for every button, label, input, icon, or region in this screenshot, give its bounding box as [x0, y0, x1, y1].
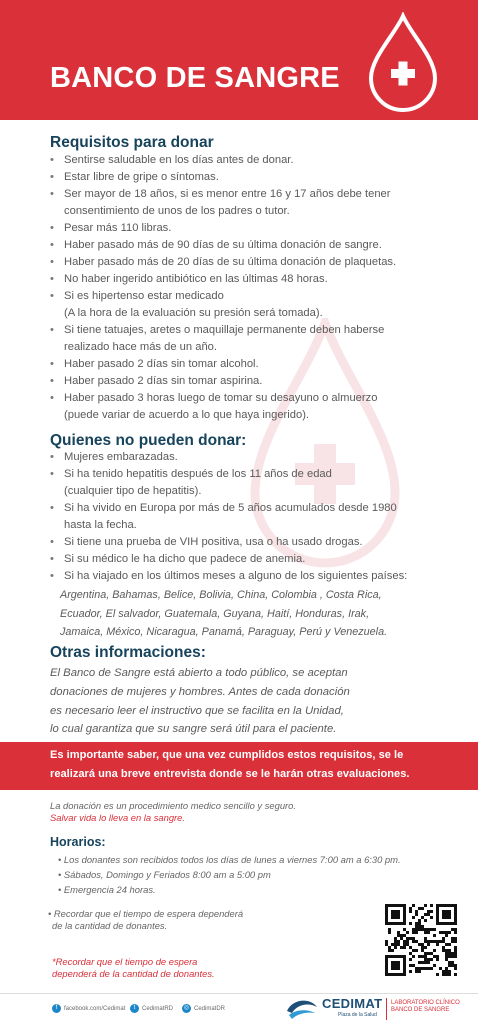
twitter-link[interactable]: [130, 1004, 173, 1013]
instagram-link[interactable]: [182, 1004, 225, 1013]
slogan: Salvar vida lo lleva en la sangre.: [50, 812, 185, 823]
notice-line: realizará una breve entrevista donde se le harán otras evaluaciones.: [50, 767, 410, 780]
brand-lab-label: [391, 1000, 460, 1014]
requisitos-list: [50, 152, 460, 424]
requisitos-item: [50, 186, 460, 220]
otras-line: donaciones de mujeres y hombres. Antes de cada donación: [50, 685, 350, 698]
requisitos-item: [50, 254, 460, 271]
requisitos-item-line: • Haber pasado 2 días sin tomar alcohol.: [64, 358, 259, 370]
requisitos-item: [50, 169, 460, 186]
brand-separator: [386, 998, 387, 1020]
reminder-line-2: de la cantidad de donantes.: [52, 920, 168, 931]
no-pueden-item-line: • Si su médico le ha dicho que padece de anemia.: [64, 553, 306, 565]
otras-paragraph: [50, 664, 450, 739]
notice-line: Es importante saber, que una vez cumplidos estos requisitos, se le: [50, 749, 404, 761]
horario-item: • Sábados, Domingo y Feriados 8:00 am a 5:00 pm: [58, 867, 401, 882]
requisitos-item: [50, 356, 460, 373]
horarios-heading: Horarios:: [50, 835, 106, 849]
horario-item: • Los donantes son recibidos todos los días de lunes a viernes 7:00 am a 6:30 pm.: [58, 852, 401, 867]
requisitos-item-line: • Si es hipertenso estar medicado: [64, 290, 224, 302]
requisitos-item-line: (A la hora de la evaluación su presión será tomada).: [64, 307, 323, 319]
requisitos-item: [50, 220, 460, 237]
requisitos-item: [50, 390, 460, 424]
brand-name: CEDIMAT: [322, 996, 383, 1011]
horarios-list: [58, 852, 401, 897]
country-line: Argentina, Bahamas, Belice, Bolivia, China, Colombia , Costa Rica,: [60, 589, 382, 601]
requisitos-heading: Requisitos para donar: [50, 134, 214, 151]
requisitos-item-line: • Pesar más 110 libras.: [64, 222, 172, 234]
requisitos-item-line: (puede variar de acuerdo a lo que haya ingerido).: [64, 409, 310, 421]
requisitos-item: [50, 237, 460, 254]
requisitos-item-line: • Haber pasado 2 días sin tomar aspirina.: [64, 375, 263, 387]
footer-divider: [0, 993, 478, 994]
otras-heading: Otras informaciones:: [50, 644, 206, 661]
twitter-icon: t: [130, 1004, 139, 1013]
no-pueden-item: [50, 466, 470, 500]
requisitos-item-line: • Haber pasado más de 20 días de su última donación de plaquetas.: [64, 256, 397, 268]
page-title: BANCO DE SANGRE: [50, 62, 340, 94]
otras-line: El Banco de Sangre está abierto a todo público, se aceptan: [50, 667, 348, 679]
requisitos-item-line: • Haber pasado más de 90 días de su última donación de sangre.: [64, 239, 382, 251]
facebook-icon: f: [52, 1004, 61, 1013]
lab-line-2: BANCO DE SANGRE: [391, 1007, 450, 1013]
reminder-red-line-2: dependerá de la cantidad de donantes.: [52, 968, 215, 979]
qr-code[interactable]: [385, 904, 457, 976]
facebook-label: facebook.com/Cedimat: [64, 1005, 126, 1012]
requisitos-item-line: • No haber ingerido antibiótico en las últimas 48 horas.: [64, 273, 328, 285]
requisitos-item: [50, 322, 460, 356]
requisitos-item-line: • Haber pasado 3 horas luego de tomar su desayuno o almuerzo: [64, 392, 378, 404]
facebook-link[interactable]: [52, 1004, 125, 1013]
no-pueden-item: [50, 534, 470, 551]
instagram-label: CedimatDR: [194, 1005, 226, 1012]
cedimat-logo-icon: [284, 995, 320, 1021]
no-pueden-heading: Quienes no pueden donar:: [50, 432, 247, 449]
no-pueden-item-line: • Si tiene una prueba de VIH positiva, usa o ha usado drogas.: [64, 536, 363, 548]
horario-item: • Emergencia 24 horas.: [58, 882, 401, 897]
countries-list: [60, 586, 470, 642]
lab-line-1: LABORATORIO CLÍNICO: [391, 1000, 460, 1006]
no-pueden-item: [50, 500, 470, 534]
reminder-line-1: • Recordar que el tiempo de espera dependerá: [48, 908, 244, 919]
requisitos-item-line: • Estar libre de gripe o síntomas.: [64, 171, 219, 183]
requisitos-item: [50, 152, 460, 169]
no-pueden-list: [50, 449, 470, 585]
requisitos-item-line: • Sentirse saludable en los días antes de donar.: [64, 154, 294, 166]
country-line: Jamaica, México, Nicaragua, Panamá, Paraguay, Perú y Venezuela.: [60, 626, 388, 638]
note-line: La donación es un procedimiento medico sencillo y seguro.: [50, 800, 296, 811]
no-pueden-item-line: • Si ha viajado en los últimos meses a alguno de los siguientes países:: [64, 570, 408, 582]
requisitos-item: [50, 271, 460, 288]
otras-line: lo cual garantiza que su sangre será útil para el paciente.: [50, 723, 337, 736]
requisitos-item-line: • Ser mayor de 18 años, si es menor entre 16 y 17 años debe tener: [64, 188, 391, 200]
notice-text: [50, 746, 470, 783]
instagram-icon: ◎: [183, 1005, 190, 1011]
no-pueden-item-line: (cualquier tipo de hepatitis).: [64, 485, 202, 497]
requisitos-item-line: realizado hace más de un año.: [64, 341, 217, 353]
twitter-label: CedimatRD: [142, 1005, 174, 1012]
reminder-red-line-1: *Recordar que el tiempo de espera: [52, 956, 198, 967]
no-pueden-item: [50, 568, 470, 585]
otras-line: es necesario leer el instructivo que se facilita en la Unidad,: [50, 704, 344, 717]
no-pueden-item-line: • Si ha tenido hepatitis después de los 11 años de edad: [64, 468, 332, 480]
country-line: Ecuador, El salvador, Guatemala, Guyana, Haití, Honduras, Irak,: [60, 607, 370, 620]
no-pueden-item: [50, 449, 470, 466]
no-pueden-item-line: • Mujeres embarazadas.: [64, 451, 178, 463]
requisitos-item: [50, 288, 460, 322]
no-pueden-item-line: • Si ha vivido en Europa por más de 5 años acumulados desde 1980: [64, 502, 397, 514]
requisitos-item: [50, 373, 460, 390]
requisitos-item-line: • Si tiene tatuajes, aretes o maquillaje permanente deben haberse: [64, 324, 385, 336]
requisitos-item-line: consentimiento de unos de los padres o tutor.: [64, 205, 290, 217]
brand-tagline: Plaza de la Salud: [338, 1012, 377, 1018]
no-pueden-item: [50, 551, 470, 568]
no-pueden-item-line: hasta la fecha.: [64, 519, 137, 531]
